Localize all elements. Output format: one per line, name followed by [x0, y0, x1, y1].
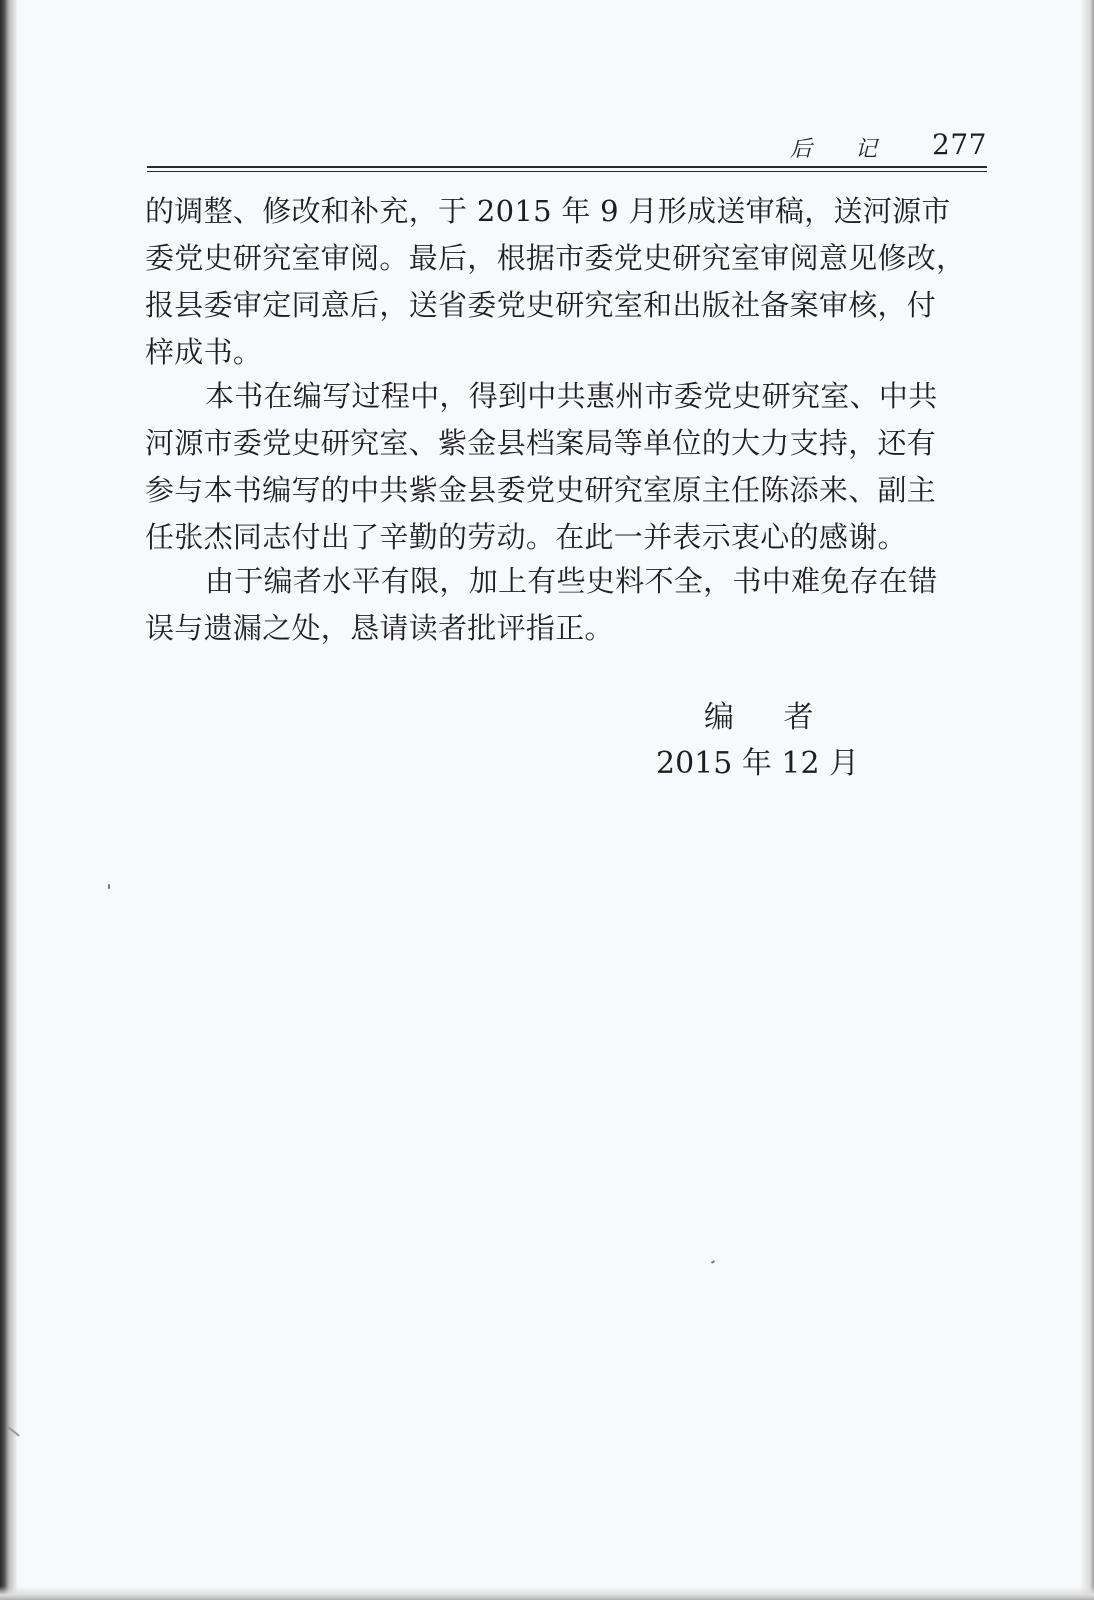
scan-speck	[711, 1260, 715, 1264]
author-signature-block	[656, 695, 860, 787]
paragraph-2-line-2: 河源市委党史研究室、紫金县档案局等单位的大力支持，还有	[145, 426, 937, 460]
paragraph-2	[145, 373, 990, 561]
paragraph-1-line-1: 的调整、修改和补充，于 2015 年 9 月形成送审稿，送河源市	[145, 194, 951, 228]
paragraph-2-line-4: 任张杰同志付出了辛勤的劳动。在此一并表示衷心的感谢。	[145, 520, 907, 554]
signature-date: 2015 年 12 月	[656, 746, 860, 781]
paragraph-2-line-3: 参与本书编写的中共紫金县委党史研究室原主任陈添来、副主	[145, 473, 937, 507]
running-header-title: 后 记	[790, 137, 895, 162]
header-double-rule	[147, 166, 987, 172]
left-scan-shadow	[0, 0, 18, 1600]
bottom-scan-shadow	[0, 1586, 1094, 1600]
scan-speck	[108, 884, 110, 889]
paragraph-1-line-4: 梓成书。	[145, 335, 263, 369]
paragraph-1-line-2: 委党史研究室审阅。最后，根据市委党史研究室审阅意见修改，	[145, 241, 966, 275]
editor-signature: 编 者	[704, 700, 834, 735]
page-number: 277	[932, 128, 987, 161]
running-header	[147, 128, 987, 162]
paragraph-3-line-2: 误与遗漏之处，恳请读者批评指正。	[145, 611, 614, 645]
paragraph-3-line-1: 由于编者水平有限，加上有些史料不全，书中难免存在错	[205, 564, 938, 598]
paragraph-3	[145, 558, 990, 652]
paragraph-2-line-1: 本书在编写过程中，得到中共惠州市委党史研究室、中共	[205, 379, 938, 413]
paragraph-1-line-3: 报县委审定同意后，送省委党史研究室和出版社备案审核，付	[145, 288, 937, 322]
paragraph-1	[145, 188, 990, 376]
right-scan-shadow	[1080, 0, 1094, 1600]
